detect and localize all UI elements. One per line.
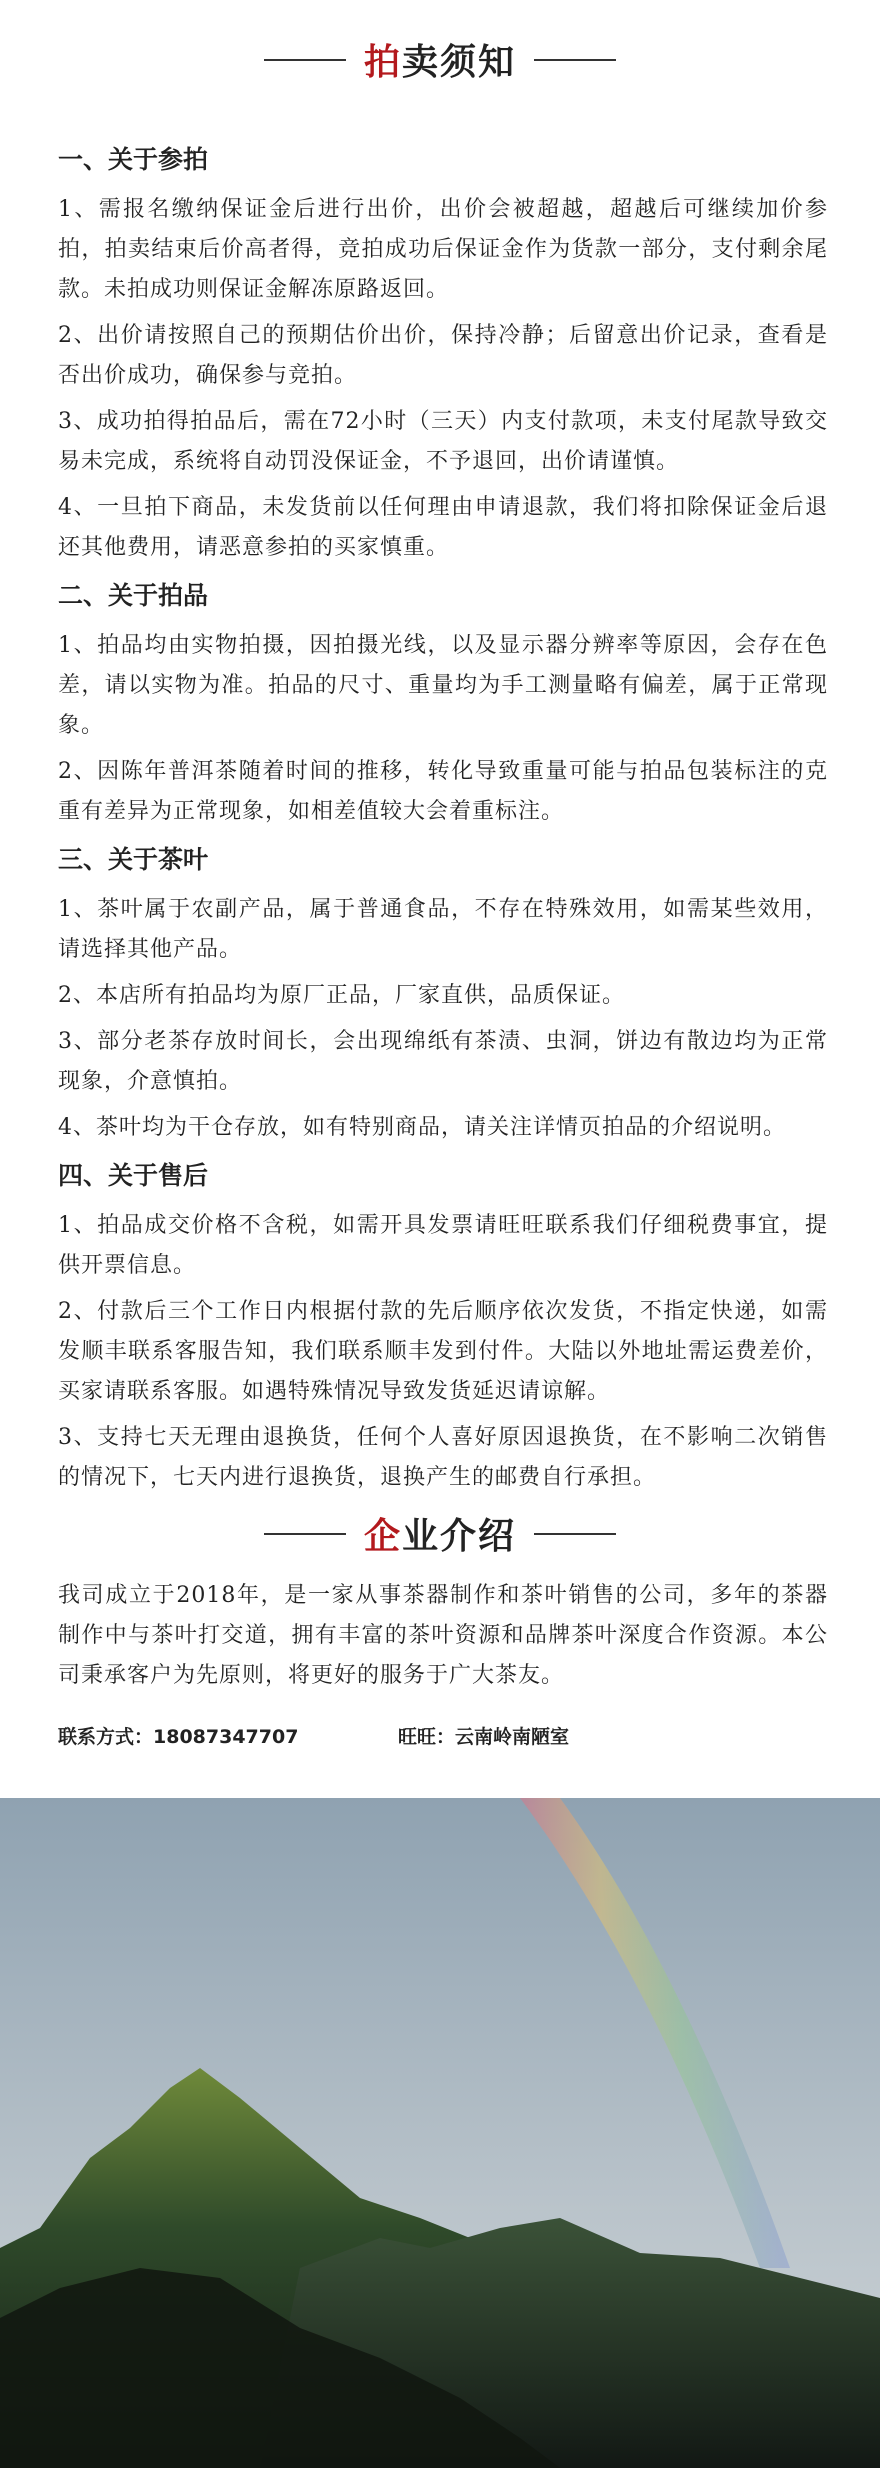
title-left-line (264, 1533, 346, 1535)
rule-paragraph: 2、本店所有拍品均为原厂正品，厂家直供，品质保证。 (58, 983, 625, 1008)
notice-title (0, 34, 880, 85)
section-heading: 四、关于售后 (58, 1161, 209, 1190)
rule-paragraph: 3、支持七天无理由退换货，任何个人喜好原因退换货，在不影响二次销售的情况下，七天内进行退换货，退换产生的邮费自行承担。 (58, 1425, 828, 1490)
notice-title-text: 拍卖须知 (363, 42, 517, 83)
section-heading: 一、关于参拍 (58, 145, 209, 174)
title-left-line (264, 59, 346, 61)
rule-paragraph: 4、茶叶均为干仓存放，如有特别商品，请关注详情页拍品的介绍说明。 (58, 1115, 786, 1140)
contact-wangwang: 旺旺：云南岭南陋室 (398, 1726, 570, 1748)
company-intro: 我司成立于2018年，是一家从事茶器制作和茶叶销售的公司，多年的茶器制作中与茶叶打交道，拥有丰富的茶叶资源和品牌茶叶深度合作资源。本公司秉承客户为先原则，将更好的服务于广大茶友。 (58, 1583, 828, 1688)
rule-paragraph: 4、一旦拍下商品，未发货前以任何理由申请退款，我们将扣除保证金后退还其他费用，请恶意参拍的买家慎重。 (58, 495, 828, 560)
section-heading: 二、关于拍品 (58, 581, 209, 610)
rule-paragraph: 3、成功拍得拍品后，需在72小时（三天）内支付款项，未支付尾款导致交易未完成，系统将自动罚没保证金，不予退回，出价请谨慎。 (58, 409, 828, 474)
rule-paragraph: 1、需报名缴纳保证金后进行出价，出价会被超越，超越后可继续加价参拍，拍卖结束后价高者得，竞拍成功后保证金作为货款一部分，支付剩余尾款。未拍成功则保证金解冻原路返回。 (58, 197, 828, 302)
rule-paragraph: 2、因陈年普洱茶随着时间的推移，转化导致重量可能与拍品包装标注的克重有差异为正常现象，如相差值较大会着重标注。 (58, 759, 828, 824)
section-bidding (58, 140, 828, 568)
rule-paragraph: 1、拍品成交价格不含税，如需开具发票请旺旺联系我们仔细税费事宜，提供开票信息。 (58, 1213, 828, 1278)
company-title (0, 1508, 880, 1559)
rule-paragraph: 2、出价请按照自己的预期估价出价，保持冷静；后留意出价记录，查看是否出价成功，确保参与竞拍。 (58, 323, 828, 388)
section-heading: 三、关于茶叶 (58, 845, 209, 874)
rule-paragraph: 3、部分老茶存放时间长，会出现绵纸有茶渍、虫洞，饼边有散边均为正常现象，介意慎拍。 (58, 1029, 828, 1094)
title-right-line (534, 59, 616, 61)
landscape-photo (0, 1798, 880, 2468)
company-title-text: 企业介绍 (363, 1516, 517, 1557)
rule-paragraph: 1、拍品均由实物拍摄，因拍摄光线，以及显示器分辨率等原因，会存在色差，请以实物为准。拍品的尺寸、重量均为手工测量略有偏差，属于正常现象。 (58, 633, 828, 738)
contact-row (58, 1722, 828, 1749)
rule-paragraph: 1、茶叶属于农副产品，属于普通食品，不存在特殊效用，如需某些效用，请选择其他产品。 (58, 897, 828, 962)
section-tea (58, 840, 828, 1148)
rule-paragraph: 2、付款后三个工作日内根据付款的先后顺序依次发货，不指定快递，如需发顺丰联系客服告知，我们联系顺丰发到付件。大陆以外地址需运费差价，买家请联系客服。如遇特殊情况导致发货延迟请谅解。 (58, 1299, 828, 1404)
section-items (58, 576, 828, 832)
title-right-line (534, 1533, 616, 1535)
rules-body (58, 140, 828, 1506)
contact-phone: 联系方式：18087347707 (58, 1726, 299, 1748)
section-after-sales (58, 1156, 828, 1498)
